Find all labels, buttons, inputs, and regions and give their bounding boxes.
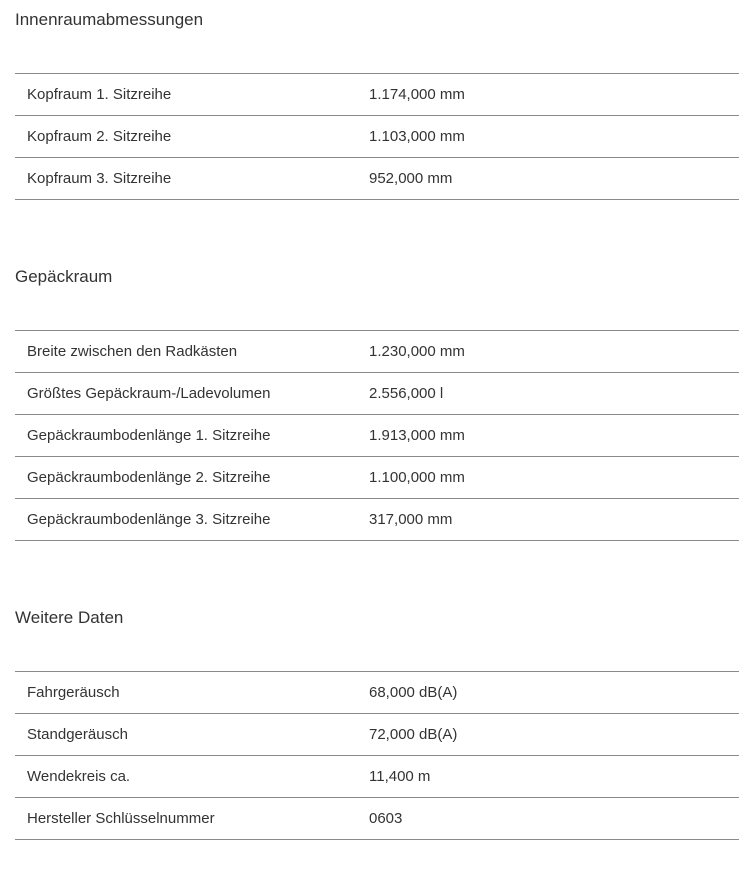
spec-value: 2.556,000 l xyxy=(369,385,444,402)
table-row xyxy=(15,756,739,798)
table-row xyxy=(15,499,739,541)
section-innenraumabmessungen xyxy=(15,0,739,200)
table-row xyxy=(15,672,739,714)
table-row xyxy=(15,457,739,499)
spec-label: Größtes Gepäckraum-/Ladevolumen xyxy=(27,385,271,402)
spec-value: 317,000 mm xyxy=(369,511,453,528)
spec-value: 72,000 dB(A) xyxy=(369,726,458,743)
spec-label: Wendekreis ca. xyxy=(27,768,131,785)
section-title: Weitere Daten xyxy=(15,608,124,627)
spec-label: Breite zwischen den Radkästen xyxy=(27,343,238,360)
table-row xyxy=(15,415,739,457)
spec-value: 11,400 m xyxy=(369,768,431,785)
section-weitere-daten xyxy=(15,598,739,840)
spec-label: Standgeräusch xyxy=(27,726,128,743)
spec-value: 1.100,000 mm xyxy=(369,469,465,486)
spec-label: Gepäckraumbodenlänge 3. Sitzreihe xyxy=(27,511,271,528)
spec-label: Gepäckraumbodenlänge 2. Sitzreihe xyxy=(27,469,271,486)
spec-label: Hersteller Schlüsselnummer xyxy=(27,810,215,827)
spec-table xyxy=(15,671,739,840)
spec-value: 1.174,000 mm xyxy=(369,86,465,103)
table-row xyxy=(15,158,739,200)
spec-value: 0603 xyxy=(369,810,403,827)
table-row xyxy=(15,798,739,840)
spec-table xyxy=(15,73,739,200)
spec-value: 1.913,000 mm xyxy=(369,427,465,444)
section-gepa-ckraum xyxy=(15,257,739,541)
section-title: Innenraumabmessungen xyxy=(15,10,204,29)
section-title: Gepäckraum xyxy=(15,267,113,286)
spec-label: Fahrgeräusch xyxy=(27,684,120,701)
table-row xyxy=(15,116,739,158)
spec-label: Gepäckraumbodenlänge 1. Sitzreihe xyxy=(27,427,271,444)
spec-value: 1.230,000 mm xyxy=(369,343,465,360)
spec-label: Kopfraum 3. Sitzreihe xyxy=(27,170,172,187)
table-row xyxy=(15,373,739,415)
spec-table xyxy=(15,330,739,541)
table-row xyxy=(15,331,739,373)
spec-value: 952,000 mm xyxy=(369,170,453,187)
table-row xyxy=(15,714,739,756)
spec-value: 68,000 dB(A) xyxy=(369,684,458,701)
spec-value: 1.103,000 mm xyxy=(369,128,465,145)
table-row xyxy=(15,74,739,116)
spec-label: Kopfraum 2. Sitzreihe xyxy=(27,128,172,145)
spec-label: Kopfraum 1. Sitzreihe xyxy=(27,86,172,103)
